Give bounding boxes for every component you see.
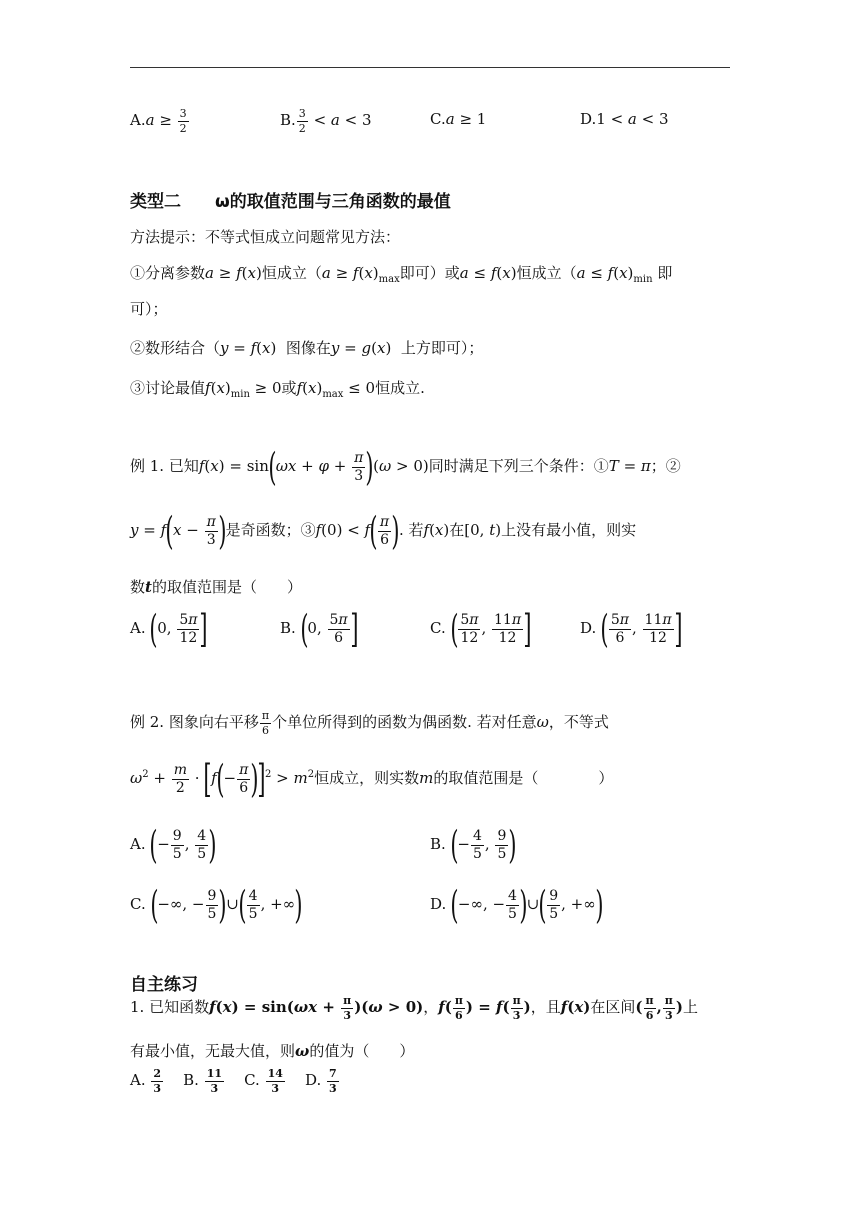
example-1-line-2: y = f(x − $\frac{\pi}{3}$ )是奇函数；③f(0) < f( $\frac{\pi}{6}$ ). 若f(x)在[0, t)上没有最小值，则实 bbox=[130, 509, 637, 553]
example-1-option-c: C. ( $\frac{5\pi}{12}$ , $\frac{11\pi}{12}$ ] bbox=[430, 607, 532, 651]
option-b-top: B. $\frac{3}{2}$ < a < 3 bbox=[280, 107, 372, 135]
example-1-line-1: 例 1. 已知f(x) = sin(ωx + φ + $\frac{\pi}{3}$ )(ω > 0)同时满足下列三个条件：①T = π；② bbox=[130, 445, 681, 489]
option-a-top: A.a ≥ $\frac{3}{2}$ bbox=[130, 107, 187, 135]
example-2-line-1: 例 2. 图象向右平移 $\frac{\pi}{6}$ 个单位所得到的函数为偶函数. 若对任意ω，不等式 bbox=[130, 709, 609, 737]
header-rule bbox=[130, 67, 730, 68]
practice-title: 自主练习 bbox=[130, 975, 198, 995]
example-2-line-2: $\omega^2$ + $\frac{m}{2}$ · [f(− $\frac{\pi}{6}$ )]$^2 > m^2$恒成立，则实数m的取值范围是（ ） bbox=[130, 757, 614, 801]
section-title: 类型二 ω的取值范围与三角函数的最值 bbox=[130, 192, 451, 212]
example-2-option-c: C. (−∞, − $\frac{9}{5}$ )∪( $\frac{4}{5}$ , +∞) bbox=[130, 883, 303, 927]
example-2-option-a: A. (− $\frac{9}{5}$ , $\frac{4}{5}$ ) bbox=[130, 823, 217, 867]
method-heading: 方法提示：不等式恒成立问题常见方法： bbox=[130, 228, 401, 246]
method-item-2: ②数形结合（y = f(x) 图像在y = g(x) 上方即可）； bbox=[130, 339, 484, 357]
example-2-option-d: D. (−∞, − $\frac{4}{5}$ )∪( $\frac{9}{5}$ , +∞) bbox=[430, 883, 604, 927]
method-item-3: ③讨论最值$f(x)_{min} \ge 0$或$f(x)_{max} \le 0$恒成立. bbox=[130, 379, 425, 400]
example-2-option-b: B. (− $\frac{4}{5}$ , $\frac{9}{5}$ ) bbox=[430, 823, 517, 867]
method-item-1-cont: 可）； bbox=[130, 300, 168, 318]
method-item-1: ①分离参数a ≥ f(x)恒成立（$a \ge f(x)_{max}$即可）或a ≤ f(x)恒成立（$a \le f(x)_{min}$ 即 bbox=[130, 264, 673, 285]
practice-q1-line-2: 有最小值，无最大值，则ω的值为（ ） bbox=[130, 1042, 415, 1060]
example-1-line-3: 数t的取值范围是（ ） bbox=[130, 578, 302, 596]
option-c-top: C.a ≥ 1 bbox=[430, 110, 487, 128]
option-d-top: D.1 < a < 3 bbox=[580, 110, 669, 128]
example-1-option-a: A. (0, $\frac{5\pi}{12}$ ] bbox=[130, 607, 208, 651]
practice-q1-options: A. $\frac{2}{3}$ B. $\frac{11}{3}$ C. $\frac{14}{3}$ D. $\frac{7}{3}$ bbox=[130, 1067, 337, 1095]
example-1-option-d: D. ( $\frac{5\pi}{6}$ , $\frac{11\pi}{12}$ ] bbox=[580, 607, 683, 651]
practice-q1-line-1: 1. 已知函数f(x) = sin(ωx + $\frac{\pi}{3}$ )(ω > 0)，f( $\frac{\pi}{6}$ ) = f( $\frac{\pi}{3}$ )，且f(x)在区间( $\frac{\pi}{6}$ , $\frac{\pi}{3}$ )上 bbox=[130, 994, 698, 1022]
example-1-option-b: B. (0, $\frac{5\pi}{6}$ ] bbox=[280, 607, 359, 651]
